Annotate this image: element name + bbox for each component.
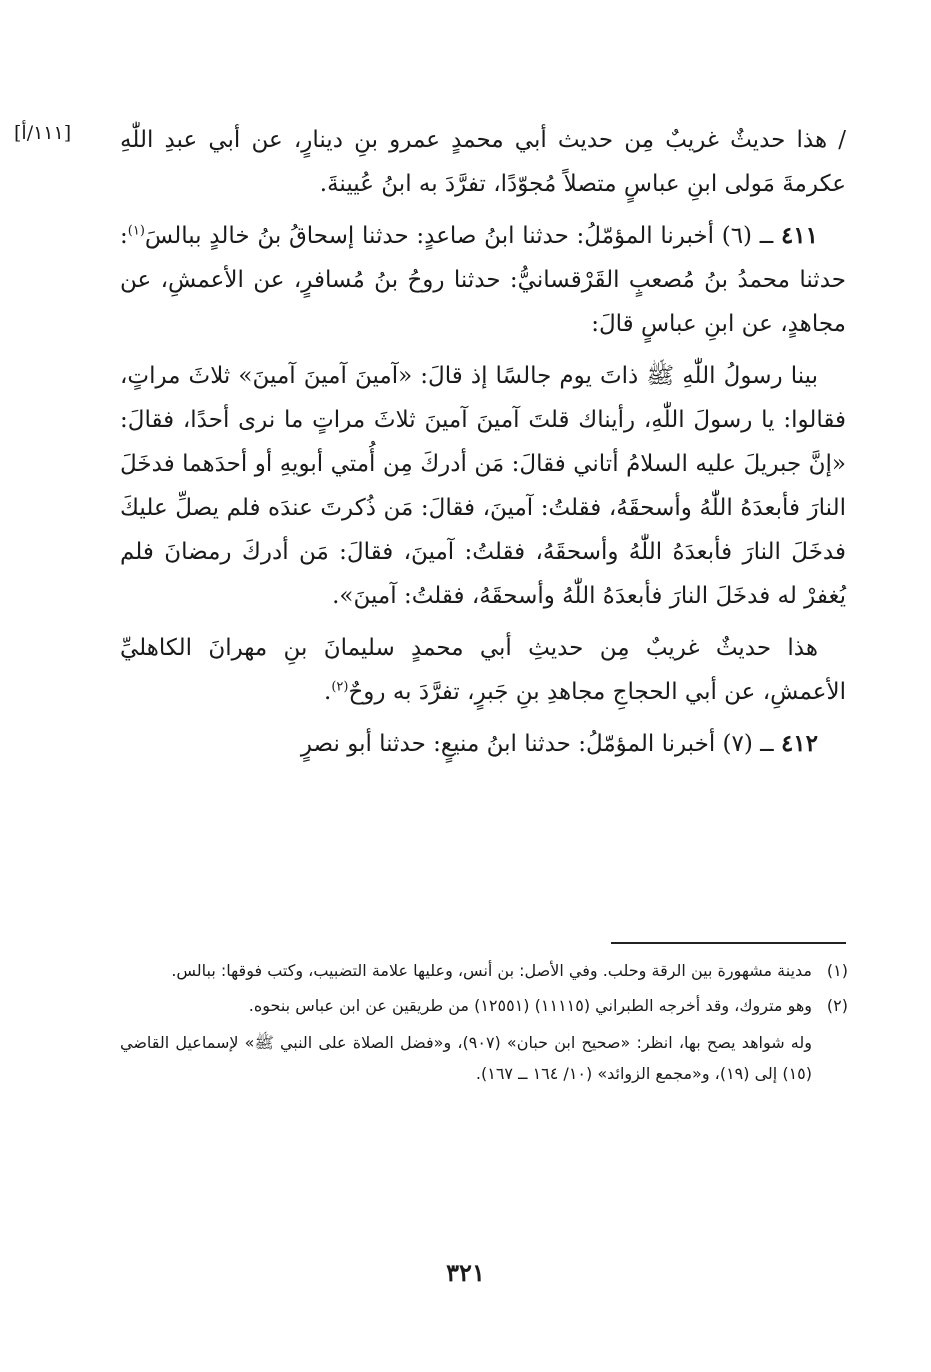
footnotes [120,955,848,1089]
footnote-ref[interactable]: (٢) [331,679,349,695]
paragraph-text: بينا رسولُ اللّٰهِ ﷺ ذاتَ يوم جالسًا إذ قالَ: «آمينَ آمينَ آمينَ» ثلاثَ مراتٍ، فقالوا: يا رسولَ اللّٰهِ، رأيناك قلتَ آمينَ آمينَ ثلاثَ مراتٍ ما نرى أحدًا، فقالَ: «إنَّ جبريلَ عليه السلامُ أتاني فقالَ: مَن أدركَ مِن أُمتي أبويهِ أو أحدَهما فدخَلَ النارَ فأبعدَهُ اللّٰهُ وأسحقَهُ، فقلتُ: آمينَ، فقالَ: مَن ذُكرتَ عندَه فلم يصلِّ عليكَ فدخَلَ النارَ فأبعدَهُ اللّٰهُ وأسحقَهُ، فقلتُ: آمينَ، فقالَ: مَن أدركَ رمضانَ فلم يُغفرْ له فدخَلَ النارَ فأبعدَهُ اللّٰهُ وأسحقَهُ، فقلتُ: آمينَ». [120,363,846,609]
page-number: ٣٢١ [446,1258,485,1287]
hadith-number: ٤١١ [780,222,818,249]
hadith-paragraph [120,722,846,766]
paragraph-text: ــ (٦) أخبرنا المؤمّلُ: حدثنا ابنُ صاعدٍ: حدثنا إسحاقُ بنُ خالدٍ ببالسَ [144,223,774,249]
hadith-number: ٤١٢ [780,730,818,757]
paragraph-text: / هذا حديثٌ غريبٌ مِن حديث أبي محمدٍ عمرو بنِ دينارٍ، عن أبي عبدِ اللّٰهِ عكرمةَ مَولى ابنِ عباسٍ متصلاً مُجوّدًا، تفرَّدَ به ابنُ عُيينةَ. [120,127,846,197]
footnote-number: (٢) [826,996,848,1015]
paragraph-text-cont: : حدثنا محمدُ بنُ مُصعبٍ القَرْقسانيُّ: حدثنا روحُ بنُ مُسافرٍ، عن الأعمشِ، عن مجاهدٍ، عن ابنِ عباسٍ قالَ: [120,223,846,337]
paragraph [120,118,846,206]
paragraph-text-cont: . [324,679,332,705]
paragraph-text: ــ (٧) أخبرنا المؤمّلُ: حدثنا ابنُ منيعٍ: حدثنا أبو نصرٍ [300,731,774,757]
hadith-paragraph [120,214,846,346]
footnote-divider [611,942,846,944]
footnote-ref[interactable]: (١) [127,223,145,239]
footnote-text: مدينة مشهورة بين الرقة وحلب. وفي الأصل: بن أنس، وعليها علامة التضبيب، وكتب فوقها: ببالس. [171,961,812,980]
footnote [120,955,848,986]
footnote-text: وهو متروك، وقد أخرجه الطبراني (١١١١٥) (١٢٥٥١) من طريقين عن ابن عباس بنحوه. [248,996,812,1015]
footnote-number: (١) [826,961,848,980]
footnote [120,990,848,1021]
footnote-continuation: وله شواهد يصح بها، انظر: «صحيح ابن حبان» (٩٠٧)، و«فضل الصلاة على النبي ﷺ» لإسماعيل القاضي (١٥) إلى (١٩)، و«مجمع الزوائد» (١٠/ ١٦٤ ــ ١٦٧). [120,1033,812,1083]
paragraph [120,626,846,714]
paragraph-text: هذا حديثٌ غريبٌ مِن حديثِ أبي محمدٍ سليمانَ بنِ مهرانَ الكاهليِّ الأعمشِ، عن أبي الحجاجِ مجاهدِ بنِ جَبرٍ، تفرَّدَ به روحٌ [120,635,846,705]
folio-marker: [١١١/أ] [14,122,72,144]
main-text [120,118,846,774]
paragraph [120,354,846,618]
